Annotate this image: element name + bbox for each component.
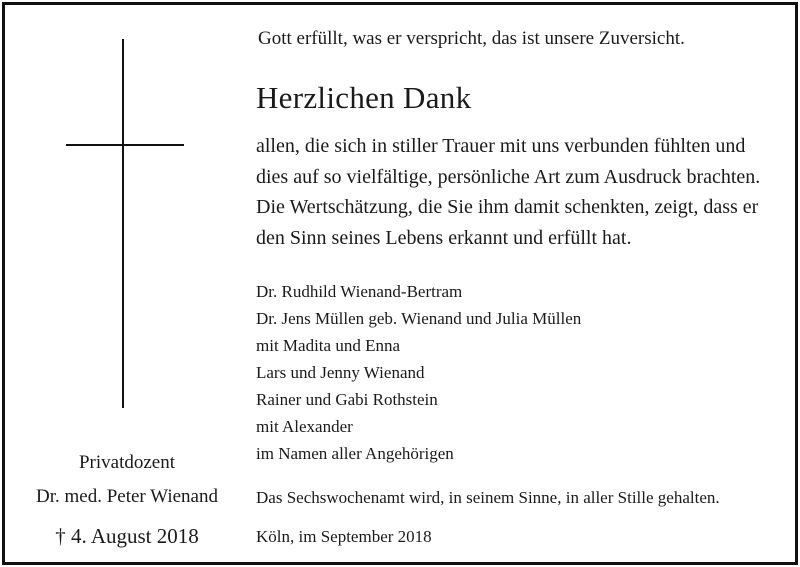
motto: Gott erfüllt, was er verspricht, das ist unsere Zuversicht. — [258, 28, 685, 49]
mourners-list — [256, 278, 581, 467]
page-title: Herzlichen Dank — [256, 80, 472, 115]
mourner-line: Rainer und Gabi Rothstein — [256, 390, 438, 409]
mourner-line: Dr. Jens Müllen geb. Wienand und Julia Müllen — [256, 309, 582, 328]
mourner-line: Dr. Rudhild Wienand-Bertram — [256, 282, 463, 301]
body-line: den Sinn seines Lebens erkannt und erfüllt hat. — [256, 226, 632, 249]
cross-vertical-bar — [122, 39, 124, 408]
body-line: Die Wertschätzung, die Sie ihm damit schenkten, zeigt, dass er — [256, 196, 759, 218]
mourner-line: mit Madita und Enna — [256, 336, 401, 355]
body-line: allen, die sich in stiller Trauer mit uns verbunden fühlten und — [256, 135, 746, 157]
mourner-line: Lars und Jenny Wienand — [256, 363, 425, 382]
body-line: dies auf so vielfältige, persönliche Art zum Ausdruck brachten. — [256, 165, 761, 188]
deceased-death-date: † 4. August 2018 — [55, 524, 199, 548]
deceased-title: Privatdozent — [78, 452, 176, 473]
deceased-name: Dr. med. Peter Wienand — [36, 486, 218, 507]
mourner-line: mit Alexander — [256, 417, 353, 436]
mass-note: Das Sechswochenamt wird, in seinem Sinne, in aller Stille gehalten. — [256, 488, 720, 507]
cross-horizontal-bar — [66, 144, 184, 146]
mourner-line: im Namen aller Angehörigen — [256, 444, 454, 463]
thank-you-text — [256, 131, 760, 253]
place-date: Köln, im September 2018 — [256, 527, 432, 546]
